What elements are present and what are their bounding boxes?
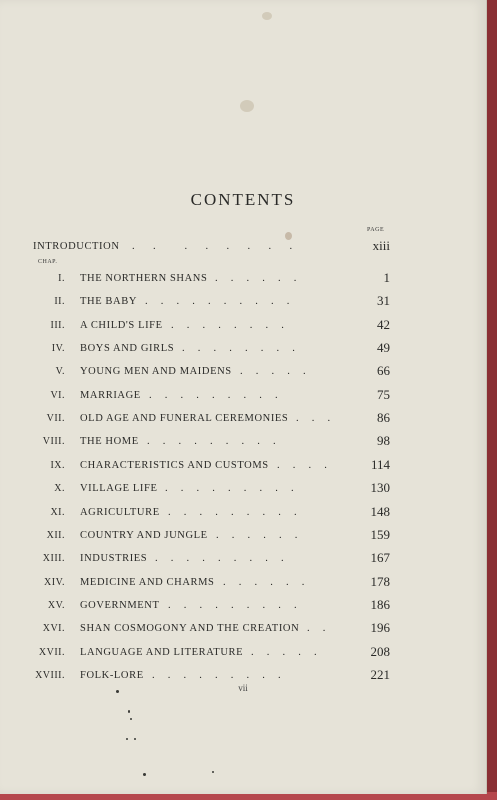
leader-dots: . . . . . [240, 366, 306, 378]
chapter-number: X. [54, 483, 65, 495]
toc-row [0, 269, 486, 289]
chapter-number: XVI. [42, 623, 65, 635]
chapter-column-heading: CHAP. [38, 259, 58, 265]
chapter-number: IX. [50, 459, 65, 471]
leader-dots: . . . . . . . . . [152, 669, 281, 681]
page-column-heading: PAGE [367, 227, 385, 233]
toc-row-introduction [0, 237, 486, 257]
toc-entry-label: MEDICINE AND CHARMS [80, 576, 215, 588]
toc-row [0, 362, 486, 382]
chapter-number: I. [58, 273, 65, 284]
leader-dots: . . . . . . . . . . [145, 296, 290, 308]
leader-dots: . . . . . . . . [182, 343, 295, 355]
chapter-number: XII. [46, 529, 65, 541]
toc-page-number: 66 [377, 363, 390, 379]
ink-speck [130, 718, 132, 720]
paper-stain [240, 100, 254, 112]
toc-row [0, 409, 486, 429]
chapter-number: XIV. [44, 576, 65, 588]
toc-row [0, 643, 486, 663]
chapter-number: XI. [50, 506, 65, 518]
leader-dots: . . . . . [251, 646, 317, 658]
leader-dots: . . . [296, 413, 331, 425]
leader-dots: . . . . . . . . . [155, 553, 284, 565]
chapter-number: VI. [50, 389, 65, 401]
chapter-number: IV. [51, 343, 65, 355]
toc-row [0, 316, 486, 336]
chapter-number: V. [55, 366, 65, 378]
ink-speck [116, 690, 119, 693]
leader-dots: . . . . . . . . . [147, 436, 276, 448]
toc-page-number: 167 [370, 550, 390, 566]
toc-page-number: 178 [370, 573, 390, 589]
toc-entry-label: COUNTRY AND JUNGLE [80, 529, 208, 541]
toc-page-number: 1 [383, 270, 390, 285]
toc-page-number: 98 [377, 433, 390, 449]
chapter-number: XVII. [38, 646, 65, 658]
toc-entry-label: THE NORTHERN SHANS [80, 273, 208, 284]
leader-dots: . . . . . . [216, 529, 298, 541]
toc-entry-label: OLD AGE AND FUNERAL CEREMONIES [80, 413, 289, 425]
toc-entry-label: LANGUAGE AND LITERATURE [80, 646, 244, 658]
leader-dots: . . . . . . . . . [149, 389, 278, 401]
toc-row [0, 339, 486, 359]
toc-row [0, 386, 486, 406]
toc-entry-label: VILLAGE LIFE [80, 483, 158, 495]
toc-row [0, 549, 486, 569]
leader-dots: . . . . . . . . [132, 241, 293, 252]
toc-page-number: 208 [370, 643, 390, 659]
toc-entry-label: BOYS AND GIRLS [80, 343, 175, 355]
chapter-number: XIII. [42, 553, 65, 565]
toc-row [0, 573, 486, 593]
toc-page-number: 196 [370, 620, 390, 636]
toc-page-number: xiii [372, 238, 390, 253]
toc-entry-label: THE BABY [80, 296, 138, 308]
toc-page-number: 31 [377, 293, 390, 309]
leader-dots: . . . . [277, 459, 327, 471]
paper-stain [262, 12, 272, 20]
toc-entry-label: INDUSTRIES [80, 553, 148, 565]
toc-row [0, 432, 486, 452]
toc-page-number: 42 [377, 316, 390, 332]
ink-speck [143, 773, 146, 776]
chapter-number: VII. [46, 413, 65, 425]
toc-row [0, 619, 486, 639]
chapter-number: XV. [47, 599, 65, 611]
chapter-number: XVIII. [35, 669, 65, 681]
toc-entry-label: INTRODUCTION [33, 241, 120, 252]
toc-page-number: 148 [370, 503, 390, 519]
toc-entry-label: FOLK-LORE [80, 669, 144, 681]
leader-dots: . . . . . . . . . [168, 599, 297, 611]
toc-page-number: 159 [370, 526, 390, 542]
toc-entry-label: GOVERNMENT [80, 599, 160, 611]
toc-page-number: 114 [370, 456, 390, 472]
toc-row [0, 526, 486, 546]
page-title: CONTENTS [190, 190, 296, 209]
toc-page-number: 86 [377, 410, 390, 426]
chapter-number: II. [54, 296, 65, 308]
ink-speck [126, 738, 128, 740]
leader-dots: . . . . . . . . . [165, 483, 294, 495]
chapter-number: VIII. [42, 436, 65, 448]
toc-entry-label: CHARACTERISTICS AND CUSTOMS [80, 459, 269, 471]
toc-entry-label: YOUNG MEN AND MAIDENS [80, 366, 232, 378]
ink-speck [128, 710, 130, 713]
leader-dots: . . [307, 623, 326, 635]
toc-entry-label: SHAN COSMOGONY AND THE CREATION [80, 623, 300, 635]
toc-page-number: 221 [370, 666, 390, 682]
toc-page-number: 75 [377, 386, 390, 402]
toc-row [0, 479, 486, 499]
leader-dots: . . . . . . [215, 273, 297, 284]
leader-dots: . . . . . . . . . [168, 506, 297, 518]
ink-speck [212, 771, 214, 773]
chapter-number: III. [50, 319, 65, 331]
toc-entry-label: MARRIAGE [80, 389, 141, 401]
toc-row [0, 503, 486, 523]
toc-entry-label: THE HOME [80, 436, 139, 448]
leader-dots: . . . . . . . . [171, 319, 284, 331]
toc-page-number: 130 [370, 480, 390, 496]
toc-page-number: 186 [370, 596, 390, 612]
folio-number: vii [238, 683, 248, 693]
toc-entry-label: AGRICULTURE [80, 506, 160, 518]
ink-speck [134, 738, 136, 740]
toc-row [0, 456, 486, 476]
leader-dots: . . . . . . [223, 576, 305, 588]
toc-row [0, 292, 486, 312]
toc-row [0, 596, 486, 616]
toc-page-number: 49 [377, 340, 390, 356]
toc-entry-label: A CHILD'S LIFE [80, 319, 163, 331]
